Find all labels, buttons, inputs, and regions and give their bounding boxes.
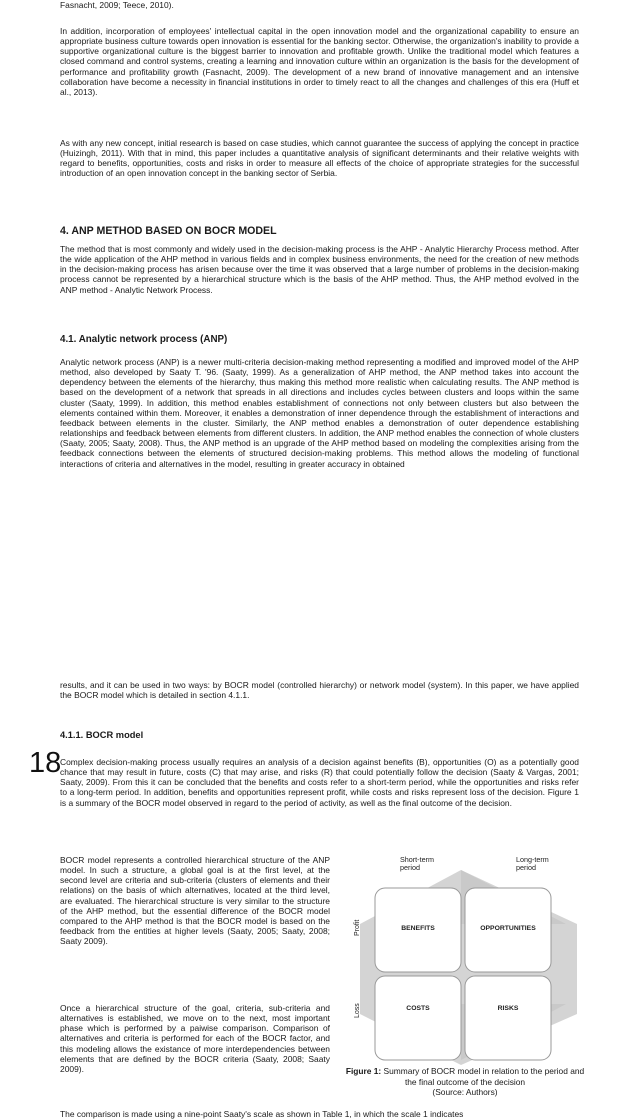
costs-label: COSTS (406, 1005, 430, 1012)
long-term-label: Long-term (516, 855, 549, 864)
loss-label: Loss (354, 1003, 361, 1018)
body-paragraph: In addition, incorporation of employees' intellectual capital in the open innovation model and the organizational capability to ensure an appropriate business culture towards open innovation is essential for the banking sector. Otherwise, the organization's inability to provide a supportive organizational culture is the biggest barrier to innovation and profitable growth. Unlike the traditional model which features a closed command and control systems, creating a learning and innovation culture within an organization is the basis for the development of performance and profitability growth (Fasnacht, 2009). The development of a new brand of innovative management and an intensive collaboration have become a necessity in financial institutions in order to timely react to all the changes and challenges of this era (Huff et al., 2013). (60, 26, 579, 97)
body-paragraph: results, and it can be used in two ways: by BOCR model (controlled hierarchy) or network model (system). In this paper, we have applied the BOCR model which is detailed in section 4.1.1. (60, 680, 579, 701)
paragraph-case-studies (60, 138, 579, 179)
top-fragment (60, 0, 579, 10)
profit-label: Profit (354, 919, 361, 936)
costs-box (375, 976, 461, 1060)
caption-line (340, 1066, 590, 1087)
caption-text: Summary of BOCR model in relation to the period and the final outcome of the decision (381, 1066, 585, 1087)
risks-label: RISKS (497, 1005, 519, 1012)
section-heading-4-1: 4.1. Analytic network process (ANP) (60, 334, 228, 345)
opportunities-label: OPPORTUNITIES (480, 925, 536, 932)
short-term-label: Short-term (400, 855, 434, 864)
paragraph-anp-usage (60, 680, 579, 700)
body-paragraph: As with any new concept, initial research is based on case studies, which cannot guarantee the success of applying the concept in practice (Huizingh, 2011). With that in mind, this paper includes a quantitative analysis of significant determinants and their relative weights with regard to benefits, opportunities, costs and risks in order to measure all effects of the choice of appropriate strategies for the successful introduction of an open innovation concept in the banking sector of Serbia. (60, 138, 579, 179)
body-paragraph: Analytic network process (ANP) is a newer multi-criteria decision-making method representing a modified and improved model of the AHP method, also developed by Saaty T. '96. (Saaty, 1999). As a generalization of AHP method, the ANP method takes into account the dependency between the elements of the hierarchy, thus making this method more realistic when calculating results. The ANP method is based on the development of a network that spreads in all directions and includes cycles between clusters and loops within the same cluster (Saaty, 1999). In addition, this method enables establishment of connections not only between clusters but also between the elements contained within them. Moreover, it enables a demonstration of inner dependence through the establishment of interactions and feedback between elements in the cluster. Similarly, the ANP method enables a demonstration of outer dependence establishing relationships and feedback between elements from different clusters. In addition, the ANP method enables the connection of whole clusters (Saaty, 2005; Saaty, 2008). Thus, the ANP method is an upgrade of the AHP method based on modeling the complexities arising from the feedback connections between the elements of structured decision-making problems. This method allows the modeling of functional interactions of criteria and alternatives in the model, resulting in greater accuracy in obtained (60, 357, 579, 469)
benefits-label: BENEFITS (401, 925, 435, 932)
bocr-diagram (340, 846, 590, 1066)
long-term-label-2: period (516, 863, 536, 872)
paragraph-bocr-structure (60, 855, 330, 946)
paragraph-ahp-method (60, 244, 579, 295)
body-paragraph: Once a hierarchical structure of the goal, criteria, sub-criteria and alternatives is established, we move on to the next, most important phase which is performed by a paiwise comparison. Comparison of alternatives and criteria is performed for each of the BOCR factor, and this modeling allows the existance of more interdependencies between elements that are defined by the BOCR criteria (Saaty, 2008; Saaty 2009). (60, 1003, 330, 1074)
figure-caption (340, 1066, 590, 1098)
section-heading-4: 4. ANP METHOD BASED ON BOCR MODEL (60, 225, 277, 237)
paragraph-pairwise-comparison (60, 1003, 330, 1074)
paragraph-bocr-intro (60, 757, 579, 808)
page-number: 18 (29, 747, 62, 779)
body-paragraph: The method that is most commonly and widely used in the decision-making process is the AHP - Analytic Hierarchy Process method. After the wide application of the AHP method in various fields and in complex business environments, the need for the creation of new methods in the decision-making process has arisen because over the time it was observed that a large number of problems in the decision-making process cannot be represented by a hierarchical structure which is the basis of the AHP method. Thus, the AHP method evolved in the ANP method - Analytic Network Process. (60, 244, 579, 295)
reference-fragment: Fasnacht, 2009; Teece, 2010). (60, 0, 174, 10)
risks-box (465, 976, 551, 1060)
caption-label: Figure 1: (345, 1066, 382, 1076)
section-heading-4-1-1: 4.1.1. BOCR model (60, 730, 144, 740)
bottom-cut-line: The comparison is made using a nine-point Saaty's scale as shown in Table 1, in which the scale 1 indicates (60, 1109, 464, 1119)
paragraph-open-innovation-culture (60, 26, 579, 97)
paragraph-anp-description (60, 357, 579, 469)
body-paragraph: Complex decision-making process usually requires an analysis of a decision against benefits (B), opportunities (O) as a potentially good chance that may result in future, costs (C) that may arise, and risks (R) that could potentially follow the decision (Saaty & Vargas, 2001; Saaty, 2009). From this it can be concluded that the benefits and costs refer to a short-term period, while the opportunities and risks refer to a long-term period. In addition, benefits and opportunities represent profit, while costs and risks represent loss of the decision. Figure 1 is a summary of the BOCR model observed in regard to the period of activity, as well as the final outcome of the decision. (60, 757, 579, 808)
caption-source: (Source: Authors) (432, 1087, 498, 1097)
body-paragraph: BOCR model represents a controlled hierarchical structure of the ANP model. In such a structure, a global goal is at the first level, at the second level are criteria and sub-criteria (clusters of elements and their relations) on the basis of which alternatives, located at the third level, are evaluated. The hierarchical structure is very similar to the structure of the AHP method, but the essential difference of the BOCR model compared to the AHP method is that the BOCR model is based on the feedback from the entities at higher levels (Saaty, 2005; Saaty, 2008; Saaty 2009). (60, 855, 330, 947)
short-term-label-2: period (400, 863, 420, 872)
